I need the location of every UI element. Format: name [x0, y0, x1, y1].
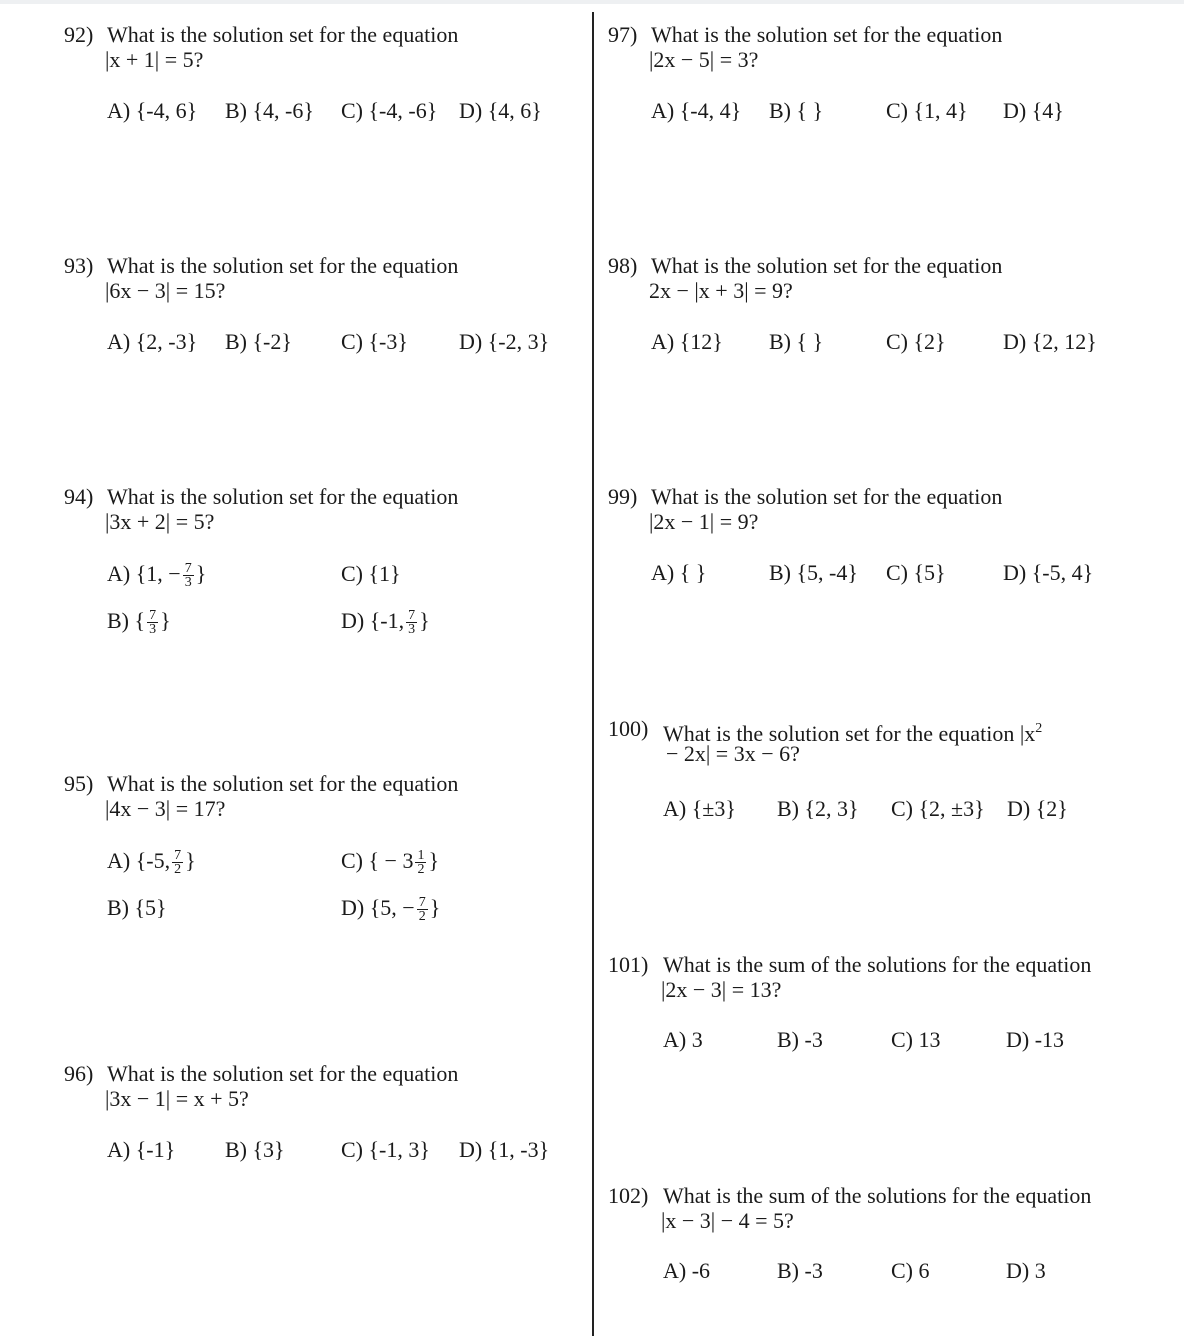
fraction [147, 609, 158, 636]
question-equation: |4x − 3| = 17? [105, 796, 226, 821]
question-stem: What is the solution set for the equation [651, 22, 1003, 47]
question-stem: What is the solution set for the equation [651, 253, 1003, 278]
fraction [183, 562, 194, 589]
option-d[interactable]: D) -13 [1006, 1027, 1065, 1052]
numerator: 7 [149, 608, 157, 624]
option-end: } [419, 608, 430, 633]
question-number: 92) [64, 22, 94, 47]
option-b[interactable]: B) {4, -6} [225, 98, 314, 123]
option-c[interactable]: C) {-3} [341, 329, 408, 354]
question-equation: |3x + 2| = 5? [105, 509, 215, 534]
option-a[interactable]: A) { } [651, 560, 707, 585]
column-divider [592, 12, 594, 1336]
fraction [172, 849, 183, 876]
question-stem: What is the solution set for the equation [107, 771, 459, 796]
numerator: 7 [184, 561, 192, 577]
question-equation: 2x − |x + 3| = 9? [649, 278, 793, 303]
question-stem: What is the solution set for the equation [107, 484, 459, 509]
option-c[interactable]: C) {5} [886, 560, 946, 585]
question-stem: What is the solution set for the equation [107, 1061, 459, 1086]
option-end: } [428, 848, 440, 873]
option-a[interactable]: A) 3 [663, 1027, 703, 1052]
option-c[interactable]: C) {2} [886, 329, 946, 354]
fraction [415, 849, 426, 876]
option-b[interactable]: B) {5} [107, 895, 167, 920]
option-c[interactable]: C) {2, ±3} [891, 796, 985, 821]
option-d[interactable]: D) {2} [1007, 796, 1068, 821]
numerator: 7 [418, 895, 426, 911]
option-a[interactable]: A) {-1} [107, 1137, 176, 1162]
question-number: 93) [64, 253, 94, 278]
option-end: } [160, 608, 171, 633]
question-number: 94) [64, 484, 94, 509]
question-equation: |x + 1| = 5? [105, 47, 204, 72]
question-stem: What is the sum of the solutions for the equation [663, 952, 1092, 977]
option-d[interactable]: D) {4} [1003, 98, 1064, 123]
question-number: 98) [608, 253, 638, 278]
option-label: B) { [107, 608, 146, 633]
option-label: A) {1, − [107, 561, 181, 586]
question-stem: What is the solution set for the equation [107, 253, 459, 278]
option-c[interactable]: C) 6 [891, 1258, 930, 1283]
option-a[interactable]: A) {-4, 4} [651, 98, 742, 123]
fraction [417, 896, 428, 923]
option-b[interactable]: B) { } [769, 98, 824, 123]
option-d[interactable]: D) {-5, 4} [1003, 560, 1094, 585]
option-c[interactable]: C) {1, 4} [886, 98, 968, 123]
option-end: } [195, 561, 207, 586]
numerator: 7 [408, 608, 416, 624]
question-number: 96) [64, 1061, 94, 1086]
option-label: D) {-1, [341, 608, 405, 633]
option-c[interactable]: C) {1} [341, 561, 401, 586]
exponent: 2 [1035, 721, 1043, 736]
option-a[interactable]: A) {-4, 6} [107, 98, 198, 123]
option-d[interactable]: D) {-2, 3} [459, 329, 550, 354]
option-b[interactable]: B) {5, -4} [769, 560, 858, 585]
denominator: 2 [418, 909, 426, 925]
option-b[interactable]: B) -3 [777, 1258, 823, 1283]
question-equation: |3x − 1| = x + 5? [105, 1086, 249, 1111]
option-d[interactable] [341, 608, 430, 636]
denominator: 3 [149, 622, 157, 638]
denominator: 3 [408, 622, 416, 638]
option-label: A) {-5, [107, 848, 171, 873]
option-b[interactable]: B) {2, 3} [777, 796, 859, 821]
question-number: 100) [608, 716, 649, 741]
option-d[interactable]: D) 3 [1006, 1258, 1046, 1283]
question-equation: |2x − 1| = 9? [649, 509, 759, 534]
question-equation: |6x − 3| = 15? [105, 278, 226, 303]
option-b[interactable]: B) -3 [777, 1027, 823, 1052]
option-b[interactable]: B) {-2} [225, 329, 292, 354]
denominator: 2 [174, 862, 182, 878]
option-c[interactable]: C) 13 [891, 1027, 941, 1052]
stem-text: What is the solution set for the equation |x [663, 721, 1036, 746]
option-label: D) {5, − [341, 895, 415, 920]
option-a[interactable] [107, 561, 206, 589]
question-stem: What is the solution set for the equation [651, 484, 1003, 509]
option-a[interactable]: A) {±3} [663, 796, 736, 821]
option-d[interactable]: D) {1, -3} [459, 1137, 550, 1162]
option-a[interactable]: A) {2, -3} [107, 329, 198, 354]
option-c[interactable]: C) {-1, 3} [341, 1137, 430, 1162]
option-a[interactable]: A) {12} [651, 329, 723, 354]
question-equation: |x − 3| − 4 = 5? [661, 1208, 794, 1233]
question-equation: |2x − 5| = 3? [649, 47, 759, 72]
question-number: 99) [608, 484, 638, 509]
question-equation: − 2x| = 3x − 6? [666, 741, 800, 766]
top-bar [0, 0, 1184, 4]
question-number: 102) [608, 1183, 649, 1208]
question-number: 95) [64, 771, 94, 796]
numerator: 1 [417, 848, 425, 864]
option-label: C) { − 3 [341, 848, 414, 873]
denominator: 3 [184, 575, 192, 591]
option-end: } [429, 895, 441, 920]
option-d[interactable]: D) {4, 6} [459, 98, 542, 123]
option-end: } [185, 848, 196, 873]
question-stem: What is the sum of the solutions for the equation [663, 1183, 1092, 1208]
option-b[interactable]: B) {3} [225, 1137, 285, 1162]
question-number: 97) [608, 22, 638, 47]
option-b[interactable]: B) { } [769, 329, 824, 354]
option-c[interactable]: C) {-4, -6} [341, 98, 438, 123]
option-d[interactable] [341, 895, 440, 923]
question-equation: |2x − 3| = 13? [661, 977, 782, 1002]
question-stem: What is the solution set for the equation [107, 22, 459, 47]
option-d[interactable]: D) {2, 12} [1003, 329, 1097, 354]
numerator: 7 [174, 848, 182, 864]
denominator: 2 [417, 862, 425, 878]
option-c[interactable] [341, 848, 439, 876]
question-number: 101) [608, 952, 649, 977]
option-a[interactable]: A) -6 [663, 1258, 711, 1283]
fraction [406, 609, 417, 636]
option-b[interactable] [107, 608, 171, 636]
option-a[interactable] [107, 848, 196, 876]
